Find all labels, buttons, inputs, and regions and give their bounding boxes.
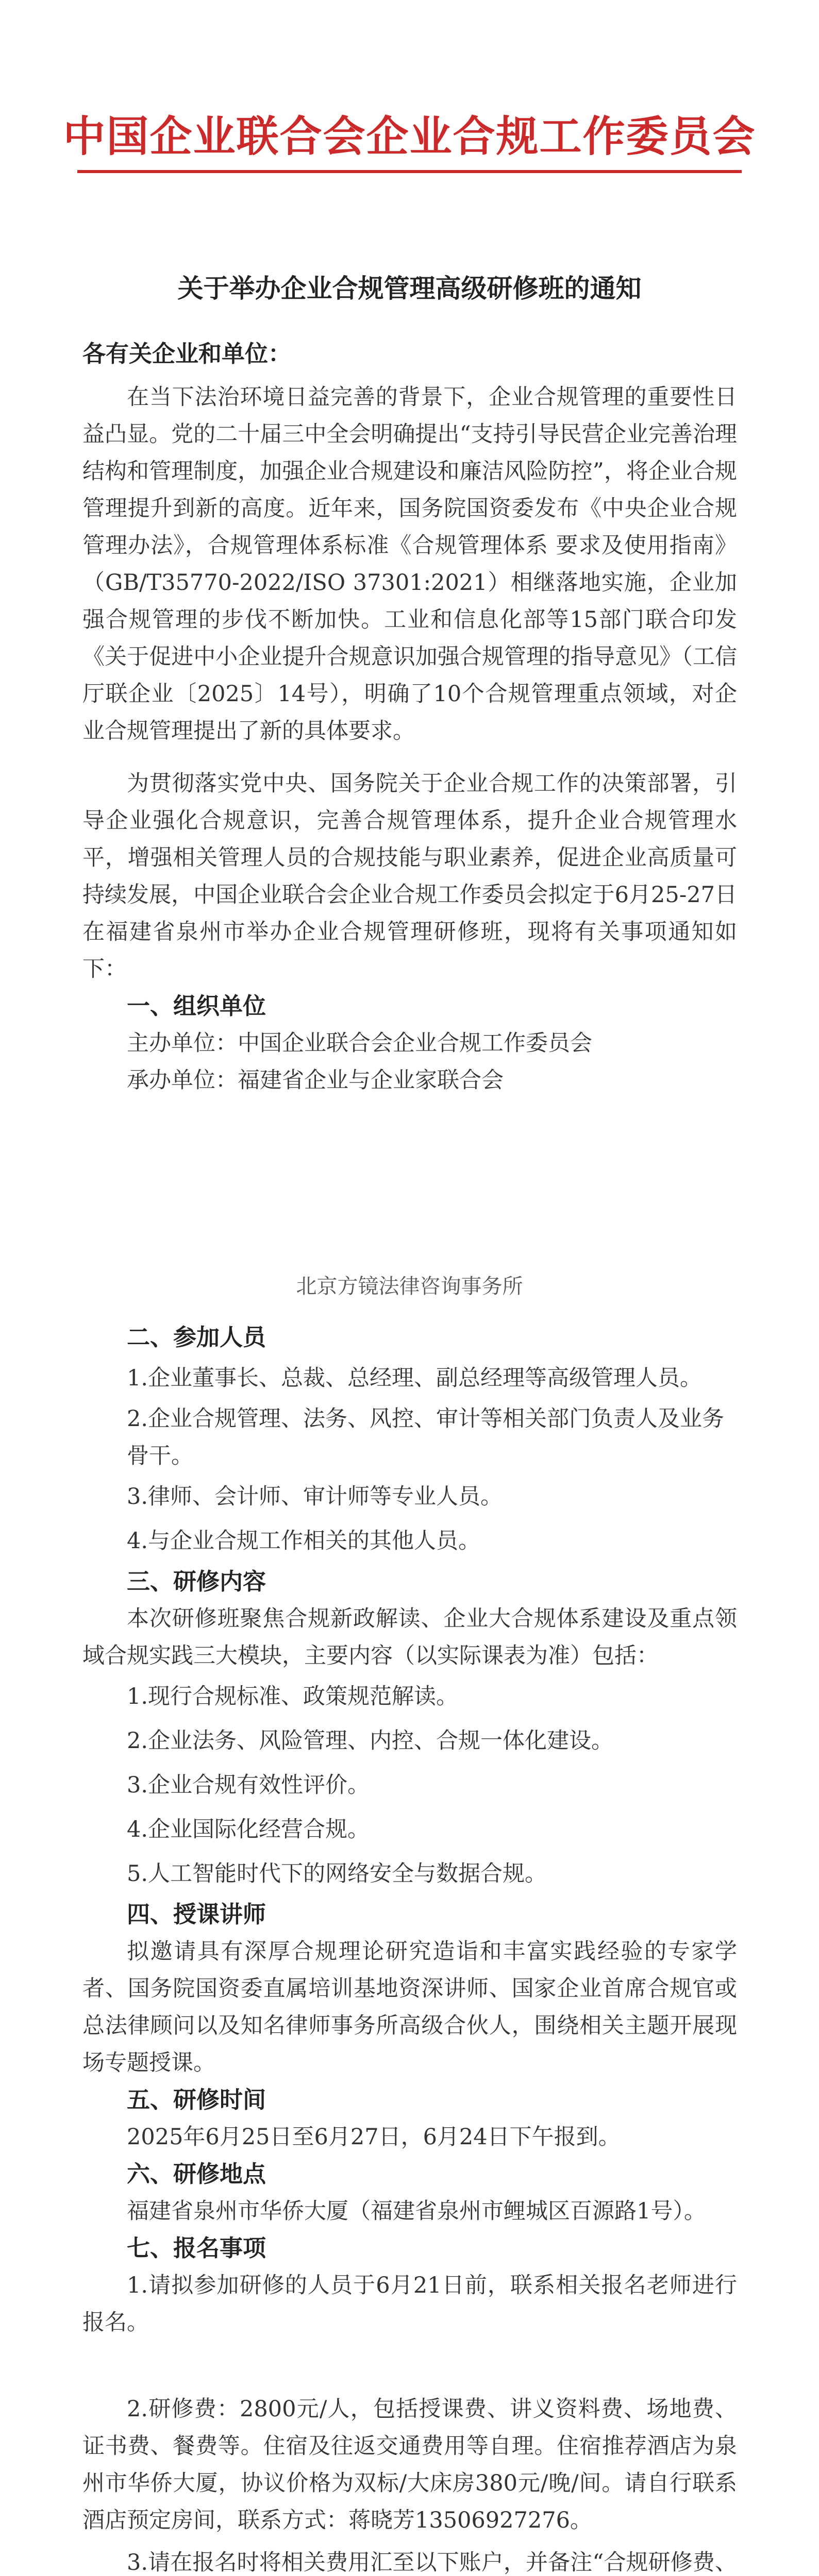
list-item: 1.现行合规标准、政策规范解读。: [127, 1684, 459, 1709]
list-item: 1.企业董事长、总裁、总经理、副总经理等高级管理人员。: [127, 1365, 703, 1391]
registration-item-3: 3.请在报名时将相关费用汇至以下账户，并备注“合规研修费、: [127, 2550, 737, 2575]
section-heading-content: 三、研修内容: [127, 1568, 266, 1595]
participants-section: [82, 1319, 737, 2341]
registration-item-2: 2.研修费：2800元/人，包括授课费、讲义资料费、场地费、证书费、餐费等。住宿及往返交通费用等自理。住宿推荐酒店为泉州市华侨大厦，协议价格为双标/大床房380元/晚/间。请自行联系酒店预定房间，联系方式：蒋晓芳13506927276。: [82, 2396, 737, 2533]
list-item: 5.人工智能时代下的网络安全与数据合规。: [127, 1861, 547, 1887]
list-item: 2.企业法务、风险管理、内控、合规一体化建设。: [127, 1728, 614, 1754]
section-heading-venue: 六、研修地点: [127, 2160, 266, 2188]
stamp-text: 北京方镜法律咨询事务所: [296, 1275, 523, 1298]
undertake-unit: 承办单位：福建省企业与企业家联合会: [127, 1067, 504, 1093]
list-item: 4.企业国际化经营合规。: [127, 1817, 370, 1842]
fees-section: [82, 2391, 737, 2576]
paragraph-background: 在当下法治环境日益完善的背景下，企业合规管理的重要性日益凸显。党的二十届三中全会明确提出“支持引导民营企业完善治理结构和管理制度，加强企业合规建设和廉洁风险防控”，将企业合规管理提升到新的高度。近年来，国务院国资委发布《中央企业合规管理办法》，合规管理体系标准《合规管理体系 要求及使用指南》（GB/T35770-2022/ISO 37301:2021）相继落地实施，企业加强合规管理的步伐不断加快。工业和信息化部等15部门联合印发《关于促进中小企业提升合规意识加强合规管理的指导意见》（工信厅联企业〔2025〕14号），明确了10个合规管理重点领域，对企业合规管理提出了新的具体要求。: [82, 384, 737, 744]
section-heading-organizers: 一、组织单位: [127, 992, 266, 1020]
intro-section: [82, 335, 737, 1099]
letterhead-title: 中国企业联合会企业合规工作委员会: [63, 112, 756, 161]
list-item: 2.企业合规管理、法务、风控、审计等相关部门负责人及业务骨干。: [127, 1406, 725, 1469]
registration-item-1: 1.请拟参加研修的人员于6月21日前，联系相关报名老师进行报名。: [82, 2273, 737, 2335]
list-item: 4.与企业合规工作相关的其他人员。: [127, 1528, 481, 1554]
list-item: 3.律师、会计师、审计师等专业人员。: [127, 1484, 503, 1510]
lecturers-text: 拟邀请具有深厚合规理论研究造诣和丰富实践经验的专家学者、国务院国资委直属培训基地资深讲师、国家企业首席合规官或总法律顾问以及知名律师事务所高级合伙人，围绕相关主题开展现场专题授课。: [82, 1939, 737, 2076]
section-heading-time: 五、研修时间: [127, 2086, 266, 2113]
venue-text: 福建省泉州市华侨大厦（福建省泉州市鲤城区百源路1号）。: [127, 2198, 706, 2224]
list-item: 3.企业合规有效性评价。: [127, 1772, 370, 1798]
content-intro: 本次研修班聚焦合规新政解读、企业大合规体系建设及重点领域合规实践三大模块，主要内容（以实际课表为准）包括：: [82, 1606, 737, 1669]
time-text: 2025年6月25日至6月27日，6月24日下午报到。: [127, 2124, 621, 2150]
addressee: 各有关企业和单位：: [82, 340, 292, 367]
host-unit: 主办单位：中国企业联合会企业合规工作委员会: [127, 1030, 592, 1056]
document-title: 关于举办企业合规管理高级研修班的通知: [177, 273, 642, 303]
letterhead-rule: [77, 170, 742, 173]
section-heading-participants: 二、参加人员: [127, 1324, 266, 1351]
section-heading-lecturers: 四、授课讲师: [127, 1901, 266, 1928]
paragraph-purpose: 为贯彻落实党中央、国务院关于企业合规工作的决策部署，引导企业强化合规意识，完善合规管理体系，提升企业合规管理水平，增强相关管理人员的合规技能与职业素养，促进企业高质量可持续发展，中国企业联合会企业合规工作委员会拟定于6月25-27日在福建省泉州市举办企业合规管理研修班，现将有关事项通知如下：: [82, 771, 737, 982]
section-heading-registration: 七、报名事项: [127, 2234, 266, 2262]
